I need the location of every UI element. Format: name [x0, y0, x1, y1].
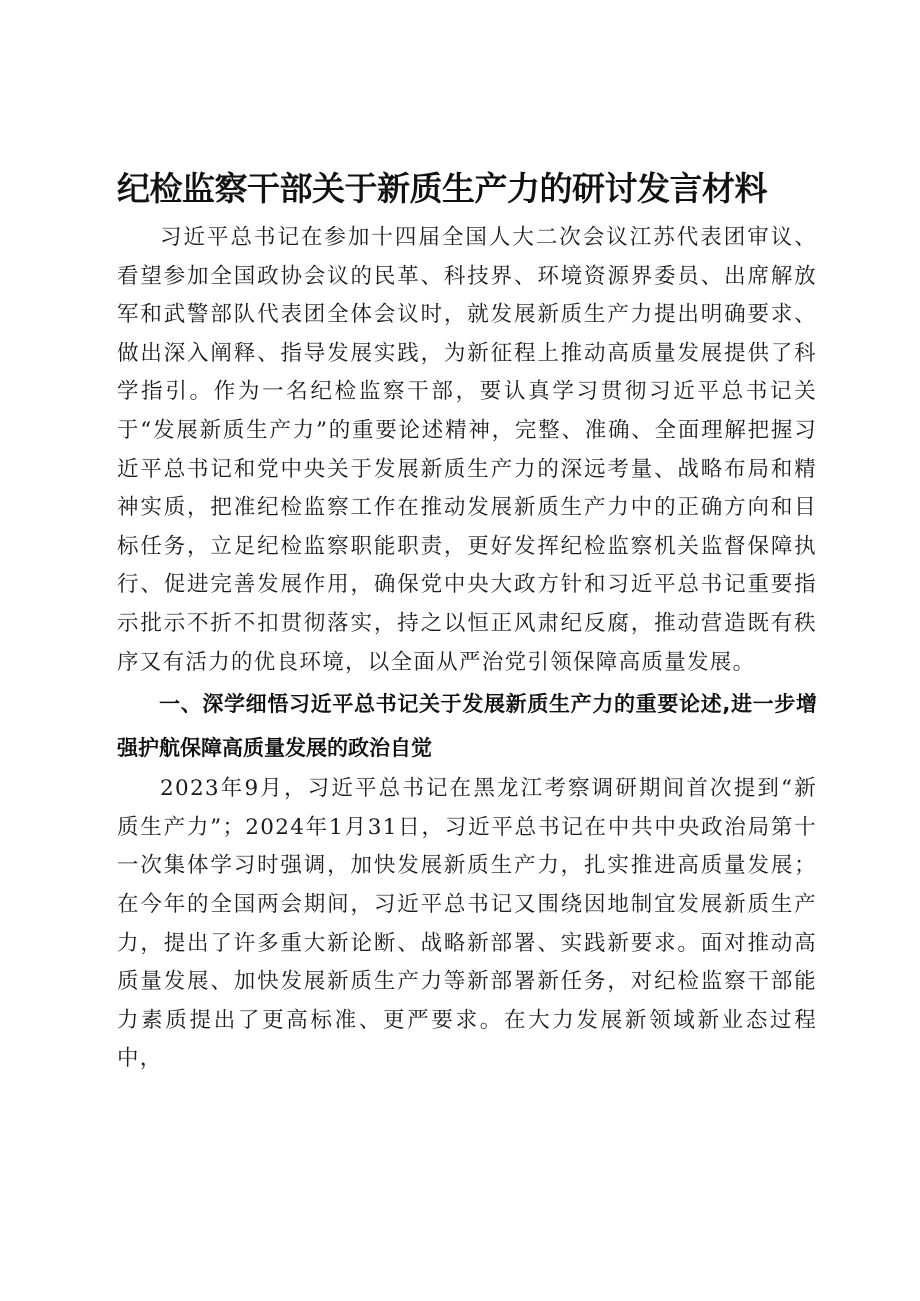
intro-paragraph: 习近平总书记在参加十四届全国人大二次会议江苏代表团审议、看望参加全国政协会议的民革、科技界、环境资源界委员、出席解放军和武警部队代表团全体会议时，就发展新质生产力提出明确要求、做出深入阐释、指导发展实践，为新征程上推动高质量发展提供了科学指引。作为一名纪检监察干部，要认真学习贯彻习近平总书记关于“发展新质生产力”的重要论述精神，完整、准确、全面理解把握习近平总书记和党中央关于发展新质生产力的深远考量、战略布局和精神实质，把准纪检监察工作在推动发展新质生产力中的正确方向和目标任务，立足纪检监察职能职责，更好发挥纪检监察机关监督保障执行、促进完善发展作用，确保党中央大政方针和习近平总书记重要指示批示不折不扣贯彻落实，持之以恒正风肃纪反腐，推动营造既有秩序又有活力的优良环境，以全面从严治党引领保障高质量发展。 [117, 225, 817, 675]
section-1-heading: 一、深学细悟习近平总书记关于发展新质生产力的重要论述,进一步增强护航保障高质量发展的政治自觉 [117, 692, 817, 761]
document-title: 纪检监察干部关于新质生产力的研讨发言材料 [117, 169, 767, 208]
document-body [117, 219, 817, 1079]
section-1-paragraph: 2023年9月，习近平总书记在黑龙江考察调研期间首次提到“新质生产力”；2024年1月31日，习近平总书记在中共中央政治局第十一次集体学习时强调，加快发展新质生产力，扎实推进高质量发展；在今年的全国两会期间，习近平总书记又围绕因地制宜发展新质生产力，提出了许多重大新论断、战略新部署、实践新要求。面对推动高质量发展、加快发展新质生产力等新部署新任务，对纪检监察干部能力素质提出了更高标准、更严要求。在大力发展新领域新业态过程中， [117, 776, 817, 1072]
